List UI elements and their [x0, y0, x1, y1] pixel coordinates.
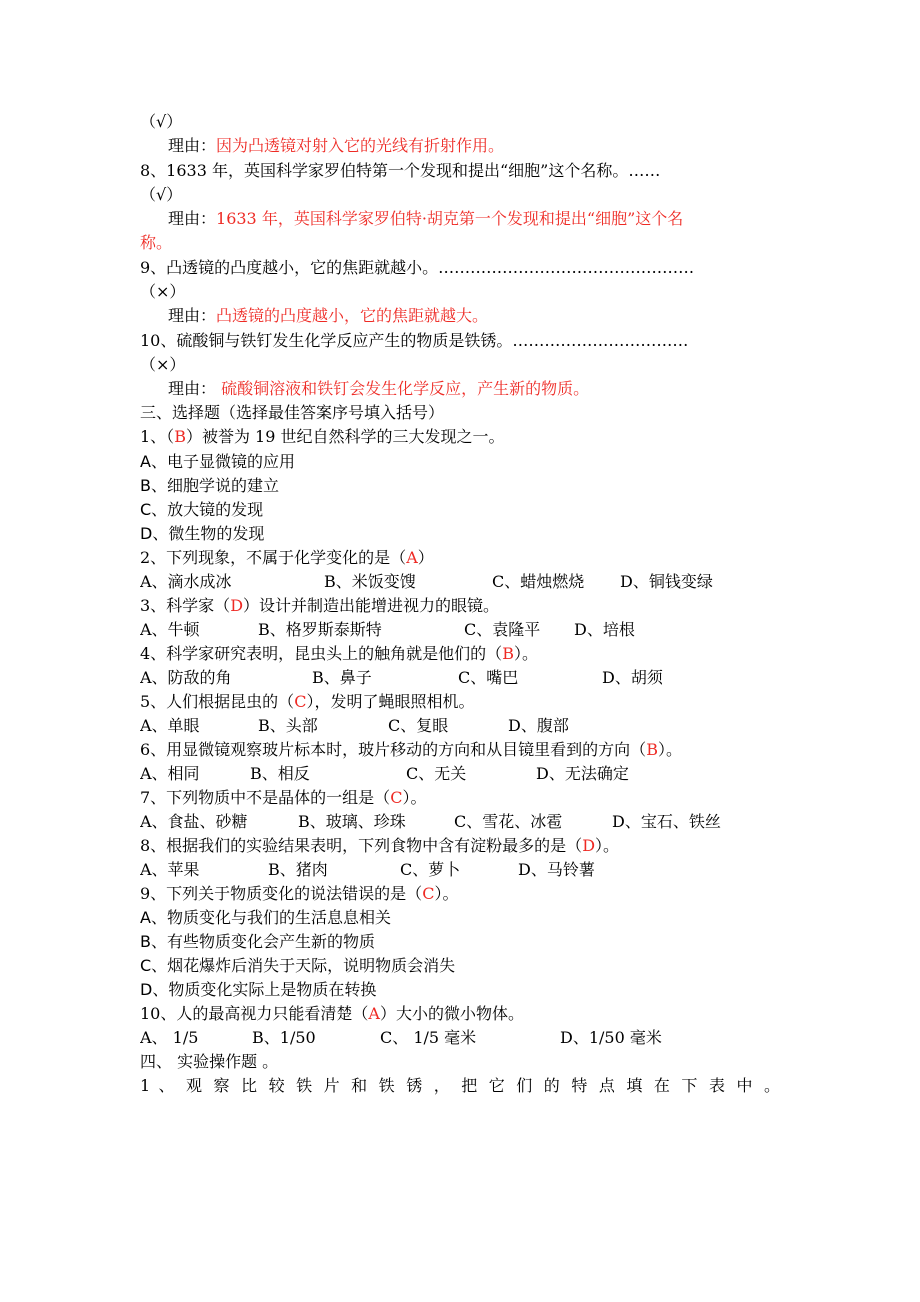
choice-10-option-d: D、1/50 毫米 [560, 1028, 662, 1047]
choice-4-option-d: D、胡须 [602, 668, 663, 687]
judge-10-question: 10、硫酸铜与铁钉发生化学反应产生的物质是铁锈。…………………………… [140, 331, 689, 350]
judge-8-reason-line1: 理由：1633 年，英国科学家罗伯特·胡克第一个发现和提出“细胞”这个名 [168, 209, 684, 228]
judge-8-reason-line2: 称。 [140, 233, 173, 252]
choice-6-option-b: B、相反 [250, 764, 310, 783]
choice-9-option-d: D、物质变化实际上是物质在转换 [140, 980, 377, 999]
choice-8-question: 8、根据我们的实验结果表明，下列食物中含有淀粉最多的是（D）。 [140, 836, 620, 855]
choice-5-options [140, 714, 790, 738]
choice-4-option-a: A、防敌的角 [140, 668, 232, 687]
choice-8-options [140, 858, 790, 882]
judge-9-reason: 理由：凸透镜的凸度越小，它的焦距就越大。 [168, 306, 489, 325]
choice-2-options [140, 570, 790, 594]
choice-5-option-c: C、复眼 [388, 716, 449, 735]
choice-9-option-a: A、物质变化与我们的生活息息相关 [140, 908, 391, 927]
choice-1-option-c: C、放大镜的发现 [140, 500, 264, 519]
choice-2-option-c: C、蜡烛燃烧 [492, 572, 585, 591]
choice-4-options [140, 666, 790, 690]
choice-6-option-d: D、无法确定 [536, 764, 629, 783]
choice-5-option-d: D、腹部 [508, 716, 569, 735]
choice-10-option-a: A、 1/5 [140, 1028, 199, 1047]
judge-8-mark: （√） [140, 185, 183, 204]
section-4-question-1: 1 、 观 察 比 较 铁 片 和 铁 锈 ， 把 它 们 的 特 点 填 在 下 表 中 。 [140, 1076, 780, 1095]
choice-6-option-c: C、无关 [406, 764, 467, 783]
choice-3-options [140, 618, 790, 642]
choice-6-options [140, 762, 790, 786]
choice-2-option-a: A、滴水成冰 [140, 572, 232, 591]
choice-2-option-d: D、铜钱变绿 [620, 572, 713, 591]
choice-1-question: 1、（B）被誉为 19 世纪自然科学的三大发现之一。 [140, 427, 505, 446]
choice-10-option-b: B、1/50 [252, 1028, 316, 1047]
choice-3-question: 3、科学家（D）设计并制造出能增进视力的眼镜。 [140, 596, 500, 615]
judge-9-mark: （×） [140, 282, 186, 301]
choice-2-question: 2、下列现象，不属于化学变化的是（A） [140, 548, 434, 567]
choice-8-option-a: A、苹果 [140, 860, 200, 879]
judge-7-mark: （√） [140, 112, 183, 131]
choice-1-option-a: A、电子显微镜的应用 [140, 452, 295, 471]
choice-5-option-b: B、头部 [258, 716, 318, 735]
choice-7-option-a: A、食盐、砂糖 [140, 812, 248, 831]
choice-4-question: 4、科学家研究表明，昆虫头上的触角就是他们的（B）。 [140, 644, 538, 663]
choice-10-option-c: C、 1/5 毫米 [380, 1028, 477, 1047]
choice-1-option-d: D、微生物的发现 [140, 524, 265, 543]
choice-7-option-d: D、宝石、铁丝 [612, 812, 721, 831]
choice-7-option-b: B、玻璃、珍珠 [298, 812, 406, 831]
judge-10-mark: （×） [140, 355, 186, 374]
choice-2-option-b: B、米饭变馊 [324, 572, 416, 591]
choice-8-option-b: B、猪肉 [268, 860, 328, 879]
choice-10-question: 10、人的最高视力只能看清楚（A）大小的微小物体。 [140, 1004, 524, 1023]
section-3-title: 三、选择题（选择最佳答案序号填入括号） [140, 403, 445, 422]
choice-4-option-c: C、嘴巴 [458, 668, 519, 687]
choice-7-options [140, 810, 790, 834]
section-4-title: 四、 实验操作题 。 [140, 1052, 279, 1071]
judge-7-reason: 理由：因为凸透镜对射入它的光线有折射作用。 [168, 136, 505, 155]
choice-10-options [140, 1026, 790, 1050]
choice-9-option-b: B、有些物质变化会产生新的物质 [140, 932, 375, 951]
choice-9-option-c: C、烟花爆炸后消失于天际，说明物质会消失 [140, 956, 456, 975]
choice-3-option-d: D、培根 [574, 620, 635, 639]
choice-8-option-c: C、萝卜 [400, 860, 461, 879]
choice-7-question: 7、下列物质中不是晶体的一组是（C）。 [140, 788, 427, 807]
choice-6-question: 6、用显微镜观察玻片标本时，玻片移动的方向和从目镜里看到的方向（B）。 [140, 740, 682, 759]
choice-3-option-c: C、袁隆平 [464, 620, 541, 639]
choice-3-option-b: B、格罗斯泰斯特 [258, 620, 382, 639]
judge-8-question: 8、1633 年，英国科学家罗伯特第一个发现和提出“细胞”这个名称。…… [140, 161, 661, 180]
choice-5-option-a: A、单眼 [140, 716, 200, 735]
choice-6-option-a: A、相同 [140, 764, 200, 783]
choice-8-option-d: D、马铃薯 [518, 860, 595, 879]
choice-1-option-b: B、细胞学说的建立 [140, 476, 279, 495]
choice-4-option-b: B、鼻子 [312, 668, 372, 687]
judge-9-question: 9、凸透镜的凸度越小，它的焦距就越小。………………………………………… [140, 258, 695, 277]
choice-3-option-a: A、牛顿 [140, 620, 200, 639]
choice-9-question: 9、下列关于物质变化的说法错误的是（C）。 [140, 884, 459, 903]
choice-7-option-c: C、雪花、冰雹 [454, 812, 563, 831]
judge-10-reason: 理由： 硫酸铜溶液和铁钉会发生化学反应，产生新的物质。 [168, 379, 590, 398]
choice-5-question: 5、人们根据昆虫的（C），发明了蝇眼照相机。 [140, 692, 475, 711]
